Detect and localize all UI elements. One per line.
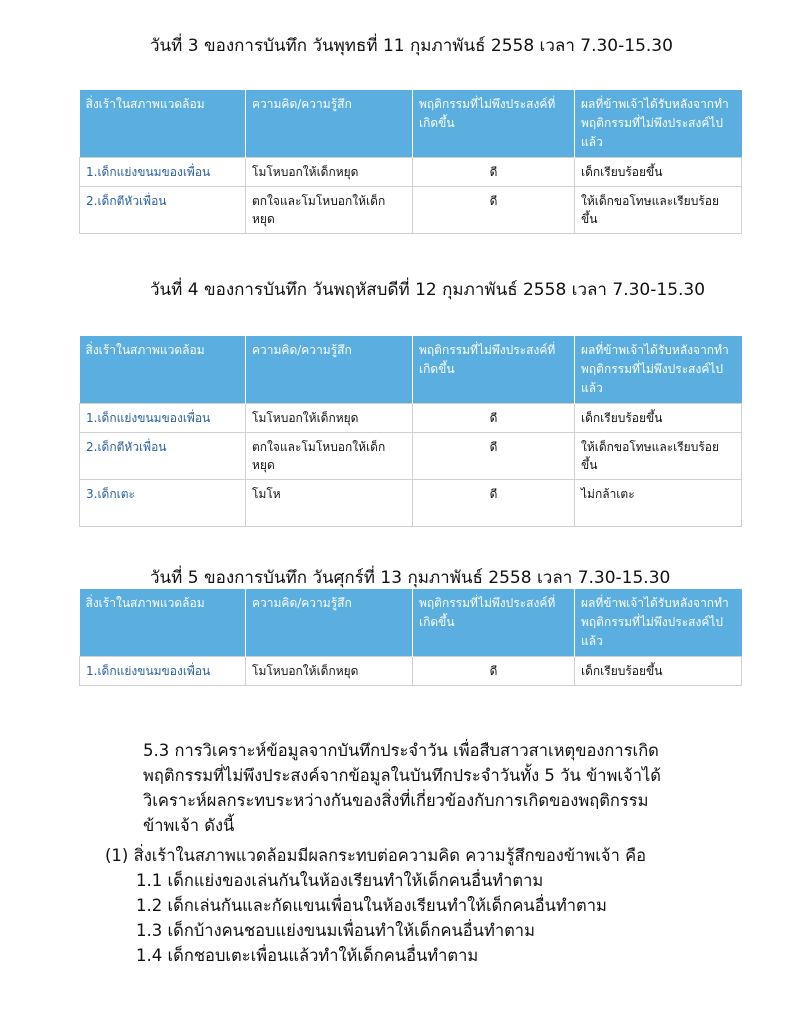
day4-heading: วันที่ 4 ของการบันทึก วันพฤหัสบดีที่ 12 กุมภาพันธ์ 2558 เวลา 7.30-15.30 <box>150 280 706 300</box>
analysis-list <box>105 843 646 968</box>
table-cell: 2.เด็กตีหัวเพื่อน <box>80 433 246 480</box>
table-cell: โมโหบอกให้เด็กหยุด <box>246 657 413 686</box>
analysis-line: 5.3 การวิเคราะห์ข้อมูลจากบันทึกประจำวัน เพื่อสืบสาวสาเหตุของการเกิด <box>143 741 659 760</box>
analysis-line: ข้าพเจ้า ดังนี้ <box>143 816 235 835</box>
list-item: 1.3 เด็กบ้างคนชอบแย่งขนมเพื่อนทำให้เด็กคนอื่นทำตาม <box>136 921 535 940</box>
day5-heading: วันที่ 5 ของการบันทึก วันศุกร์ที่ 13 กุมภาพันธ์ 2558 เวลา 7.30-15.30 <box>150 568 671 588</box>
table-cell: ให้เด็กขอโทษและเรียบร้อยขึ้น <box>575 187 742 234</box>
list-item: 1.2 เด็กเล่นกันและกัดแขนเพื่อนในห้องเรียนทำให้เด็กคนอื่นทำตาม <box>136 896 607 915</box>
table-cell: 2.เด็กตีหัวเพื่อน <box>80 187 246 234</box>
table-cell: ดี <box>413 404 575 433</box>
table-cell: โมโห <box>246 480 413 527</box>
column-header: ผลที่ข้าพเจ้าได้รับหลังจากทำพฤติกรรมที่ไม่พึงประสงค์ไปแล้ว <box>575 90 742 158</box>
table-row <box>80 657 742 686</box>
table-header-row <box>80 589 742 657</box>
table-cell: ดี <box>413 158 575 187</box>
table-cell: เด็กเรียบร้อยขึ้น <box>575 404 742 433</box>
table-row <box>80 480 742 527</box>
table-cell: ตกใจและโมโหบอกให้เด็กหยุด <box>246 433 413 480</box>
table-row <box>80 404 742 433</box>
table-header-row <box>80 336 742 404</box>
column-header: พฤติกรรมที่ไม่พึงประสงค์ที่เกิดขึ้น <box>413 336 575 404</box>
column-header: พฤติกรรมที่ไม่พึงประสงค์ที่เกิดขึ้น <box>413 589 575 657</box>
table-cell: 1.เด็กแย่งขนมของเพื่อน <box>80 404 246 433</box>
day3-table <box>79 90 742 234</box>
table-cell: 1.เด็กแย่งขนมของเพื่อน <box>80 657 246 686</box>
table-cell: ดี <box>413 433 575 480</box>
table-row <box>80 433 742 480</box>
day4-table <box>79 336 742 527</box>
column-header: ความคิด/ความรู้สึก <box>246 589 413 657</box>
table-cell: ดี <box>413 657 575 686</box>
day3-heading: วันที่ 3 ของการบันทึก วันพุทธที่ 11 กุมภาพันธ์ 2558 เวลา 7.30-15.30 <box>150 36 673 56</box>
analysis-line: วิเคราะห์ผลกระทบระหว่างกันของสิ่งที่เกี่ยวข้องกับการเกิดของพฤติกรรม <box>143 791 649 810</box>
table-cell: โมโหบอกให้เด็กหยุด <box>246 158 413 187</box>
analysis-point: (1) สิ่งเร้าในสภาพแวดล้อมมีผลกระทบต่อความคิด ความรู้สึกของข้าพเจ้า คือ <box>105 846 647 865</box>
column-header: ความคิด/ความรู้สึก <box>246 336 413 404</box>
table-cell: ตกใจและโมโหบอกให้เด็กหยุด <box>246 187 413 234</box>
analysis-line: พฤติกรรมที่ไม่พึงประสงค์จากข้อมูลในบันทึกประจำวันทั้ง 5 วัน ข้าพเจ้าได้ <box>143 766 661 785</box>
table-cell: 3.เด็กเตะ <box>80 480 246 527</box>
table-header-row <box>80 90 742 158</box>
analysis-paragraph <box>143 738 743 838</box>
column-header: ความคิด/ความรู้สึก <box>246 90 413 158</box>
column-header: พฤติกรรมที่ไม่พึงประสงค์ที่เกิดขึ้น <box>413 90 575 158</box>
table-cell: ให้เด็กขอโทษและเรียบร้อยขึ้น <box>575 433 742 480</box>
column-header: สิ่งเร้าในสภาพแวดล้อม <box>80 336 246 404</box>
table-cell: ดี <box>413 187 575 234</box>
table-cell: โมโหบอกให้เด็กหยุด <box>246 404 413 433</box>
column-header: ผลที่ข้าพเจ้าได้รับหลังจากทำพฤติกรรมที่ไม่พึงประสงค์ไปแล้ว <box>575 589 742 657</box>
table-row <box>80 158 742 187</box>
column-header: สิ่งเร้าในสภาพแวดล้อม <box>80 90 246 158</box>
table-row <box>80 187 742 234</box>
table-cell: เด็กเรียบร้อยขึ้น <box>575 657 742 686</box>
day5-table <box>79 589 742 686</box>
column-header: ผลที่ข้าพเจ้าได้รับหลังจากทำพฤติกรรมที่ไม่พึงประสงค์ไปแล้ว <box>575 336 742 404</box>
column-header: สิ่งเร้าในสภาพแวดล้อม <box>80 589 246 657</box>
table-cell: ไม่กล้าเตะ <box>575 480 742 527</box>
table-cell: 1.เด็กแย่งขนมของเพื่อน <box>80 158 246 187</box>
table-cell: ดี <box>413 480 575 527</box>
list-item: 1.4 เด็กชอบเตะเพื่อนแล้วทำให้เด็กคนอื่นทำตาม <box>136 946 479 965</box>
table-cell: เด็กเรียบร้อยขึ้น <box>575 158 742 187</box>
list-item: 1.1 เด็กแย่งของเล่นกันในห้องเรียนทำให้เด็กคนอื่นทำตาม <box>136 871 544 890</box>
